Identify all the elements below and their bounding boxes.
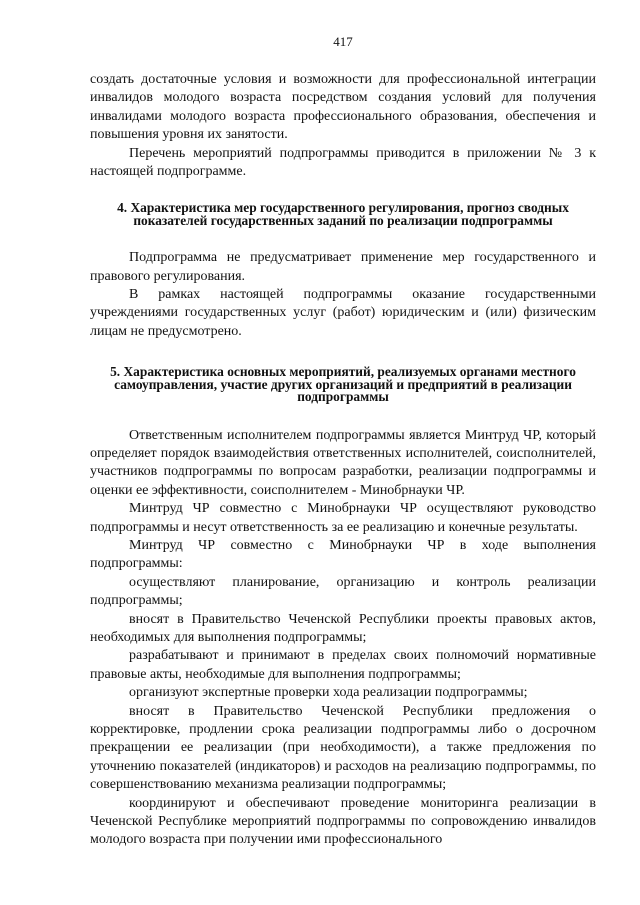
section-5-paragraph: организуют экспертные проверки хода реализации подпрограммы; bbox=[129, 685, 528, 701]
section-5-paragraph: Минтруд ЧР совместно с Минобрнауки ЧР в ходе выполнения подпрограммы: bbox=[90, 537, 596, 572]
page-number: 417 bbox=[333, 34, 353, 49]
section-4-paragraph: В рамках настоящей подпрограммы оказание государственными учреждениями государственных услуг (работ) юридическим и (или) физическим лицам не предусмотрено. bbox=[90, 287, 596, 339]
section-5-paragraph: вносят в Правительство Чеченской Республики проекты правовых актов, необходимых для выполнения подпрограммы; bbox=[90, 611, 596, 645]
section-5-paragraph: осуществляют планирование, организацию и контроль реализации подпрограммы; bbox=[90, 574, 596, 609]
section-4-heading: 4. Характеристика мер государственного регулирования, прогноз сводных показателей государственных заданий по реализации подпрограммы bbox=[117, 200, 569, 228]
intro-paragraph-1: создать достаточные условия и возможности для профессиональной интеграции инвалидов молодого возраста посредством создания условий для получения инвалидами молодого возраста профессионального образования, обеспечения и повышения уровня их занятости. bbox=[90, 72, 596, 143]
section-5-paragraph: координируют и обеспечивают проведение мониторинга реализации в Чеченской Республике мероприятий подпрограммы по сопровождению инвалидов молодого возраста при получении ими профессионального bbox=[90, 795, 596, 848]
section-4-paragraph: Подпрограмма не предусматривает применение мер государственного и правового регулирования. bbox=[90, 250, 596, 284]
section-5-paragraph: вносят в Правительство Чеченской Республики предложения о корректировке, продлении срока реализации подпрограммы либо о досрочном прекращении ее реализации (при необходимости), а также предложения по уточнению показателей (индикаторов) и расходов на реализацию подпрограммы, по совершенствованию механизма реализации подпрограммы; bbox=[90, 703, 596, 793]
section-5-heading: 5. Характеристика основных мероприятий, реализуемых органами местного самоуправления, участие других организаций и предприятий в реализации подпрограммы bbox=[110, 364, 576, 405]
section-5-paragraph: разрабатывают и принимают в пределах своих полномочий нормативные правовые акты, необходимые для выполнения подпрограммы; bbox=[90, 648, 596, 682]
section-5-paragraph: Ответственным исполнителем подпрограммы является Минтруд ЧР, который определяет порядок взаимодействия ответственных исполнителей, соисполнителей, участников подпрограммы по вопросам разработки, реализации подпрограммы и оценки ее эффективности, соисполнителем - Минобрнауки ЧР. bbox=[90, 427, 596, 498]
intro-paragraph-2: Перечень мероприятий подпрограммы приводится в приложении № 3 к настоящей подпрограмме. bbox=[90, 145, 596, 180]
section-5-paragraph: Минтруд ЧР совместно с Минобрнауки ЧР осуществляют руководство подпрограммы и несут ответственность за ее реализацию и конечные результаты. bbox=[90, 501, 596, 535]
